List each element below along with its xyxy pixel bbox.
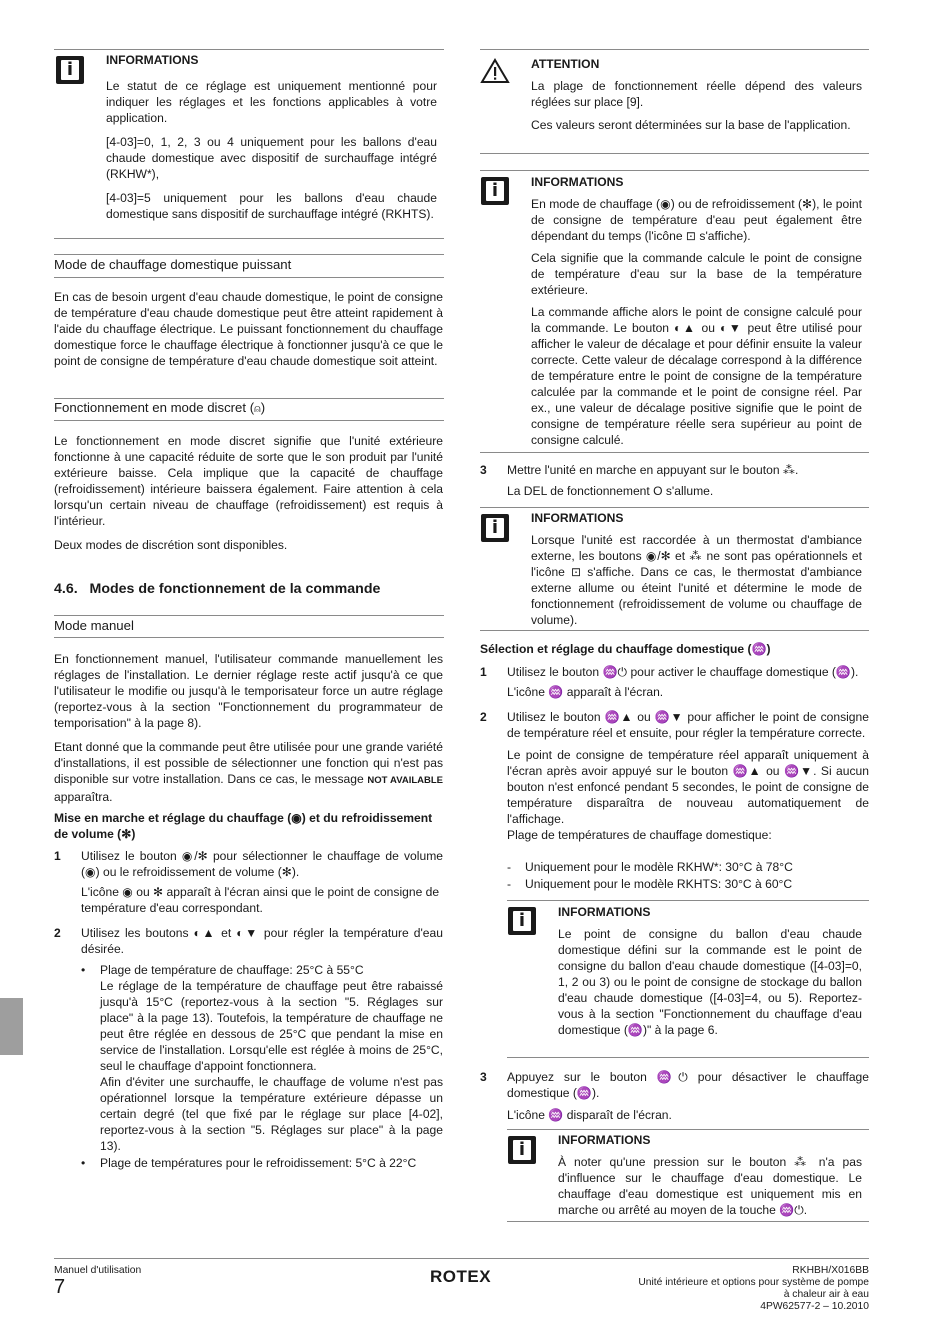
step-text: L'icône ♒ disparaît de l'écran.	[507, 1108, 672, 1122]
section-title-text: Modes de fonctionnement de la commande	[89, 581, 381, 597]
paragraph: Le fonctionnement en mode discret signifie que l'unité extérieure fonctionne à une capacité réduite de sorte que le son produit par l'unité extérieure baisse. Cela implique que la capacité de chauffage (refroidissement) intérieure baissera également. Faire attention à cela lorsqu'un certain niveau de chauffage (refroidissement) est requis à l'intérieur.	[54, 434, 443, 528]
footer-desc: à chaleur air à eau	[783, 1289, 869, 1300]
step-number: 2	[480, 710, 487, 724]
divider	[54, 277, 444, 278]
divider	[507, 1129, 869, 1130]
step-text: L'icône ♒ apparaît à l'écran.	[507, 685, 664, 699]
info-text: [4-03]=0, 1, 2, 3 ou 4 uniquement pour les ballons d'eau chaude domestique avec dispositif de surchauffage intégré (RKHW*),	[106, 135, 437, 181]
info-text: Lorsque l'unité est raccordée à un thermostat d'ambiance externe, les boutons ◉/✻ et ⁂ ne sont pas opérationnels et l'icône ⊡ s'affiche. Dans ce cas, le thermostat d'ambiance externe allume ou éteint l'unité et détermine le mode de fonctionnement (refroidissement de volume ou chauffage de volume).	[531, 533, 862, 627]
subsection-heading: Mode manuel	[54, 618, 134, 633]
footer-manual-label: Manuel d'utilisation	[54, 1265, 142, 1276]
subsection-heading: Mode de chauffage domestique puissant	[54, 257, 292, 272]
chapter-tab	[0, 998, 23, 1055]
bold-heading: Mise en marche et réglage du chauffage (◉) et du refroidissement de volume (✻)	[54, 811, 433, 841]
bold-heading: Sélection et réglage du chauffage domestique (♒)	[480, 642, 771, 656]
step-text: Utilisez les boutons ◐▲ et ◐▼ pour régler la température d'eau désirée.	[81, 926, 443, 956]
info-title: INFORMATIONS	[558, 905, 651, 919]
subsection-heading-text: Fonctionnement en mode discret (	[54, 400, 255, 415]
step-text: Utilisez le bouton ◉/✻ pour sélectionner le chauffage de volume (◉) ou le refroidissement de volume (✻).	[81, 849, 443, 879]
info-block-5	[558, 1132, 862, 1218]
step-text: Appuyez sur le bouton ♒⏻ pour désactiver le chauffage domestique (♒).	[507, 1070, 869, 1100]
info-title: INFORMATIONS	[531, 175, 624, 189]
divider	[507, 1221, 869, 1222]
step-text: La DEL de fonctionnement O s'allume.	[507, 484, 714, 498]
step-text: Plage de températures de chauffage domestique:	[507, 828, 772, 842]
divider	[54, 238, 444, 239]
brand-logo: ROTEX	[430, 1267, 492, 1286]
step-number: 1	[480, 665, 487, 679]
step-item	[480, 462, 869, 499]
list-item	[507, 859, 869, 875]
info-icon: i	[481, 177, 509, 205]
divider	[54, 637, 444, 638]
dash: -	[507, 877, 512, 891]
footer-doc-number: 4PW62577-2 – 10.2010	[760, 1301, 869, 1312]
info-block-3	[531, 510, 862, 628]
footer-doc-info	[560, 1265, 869, 1313]
divider	[480, 153, 869, 154]
info-icon: i	[56, 56, 84, 84]
footer-model: RKHBH/X016BB	[792, 1265, 869, 1276]
step-item	[480, 709, 869, 843]
info-text: La commande affiche alors le point de consigne calculé pour la commande. Le bouton ◐▲ ou ◐▼ peut être utilisé pour afficher le valeur de décalage et pour définir ensuite la valeur correcte. Cette valeur de décalage correspond à la différence de température entre le point de consigne de la température calculée par la commande et le point de consigne réel. Par ex., une valeur de décalage positive signifie que le point de consigne de température réelle sera supérieur au point de consigne calculé.	[531, 305, 862, 447]
page-number: 7	[54, 1276, 66, 1298]
step-text: Mettre l'unité en marche en appuyant sur le bouton ⁂.	[507, 463, 799, 477]
attention-title: ATTENTION	[531, 57, 600, 71]
list-item	[507, 876, 869, 892]
info-text: Le point de consigne du ballon d'eau chaude domestique défini sur la commande est le point de consigne du ballon d'eau chaude domestique ([4-03]=0, 1, 2 ou 3) ou le point de consigne de stockage du ballon d'eau chaude domestique ([4-03]=4, ou 5). Reportez-vous à la section "Fonctionnement du chauffage d'eau domestique (♒)" à la page 6.	[558, 927, 862, 1037]
info-text: À noter qu'une pression sur le bouton ⁂ n'a pas d'influence sur le chauffage d'eau domestique. Le chauffage d'eau domestique est uniquement mis en marche ou arrêté au moyen de la touche ♒⏻.	[558, 1155, 862, 1217]
info-block-1	[106, 52, 437, 222]
divider	[54, 615, 444, 616]
message-label: NOT AVAILABLE	[367, 775, 443, 786]
step-number: 3	[480, 463, 487, 477]
divider	[480, 170, 869, 171]
divider	[480, 630, 869, 631]
divider	[54, 49, 444, 50]
paragraph: En fonctionnement manuel, l'utilisateur commande manuellement les réglages de l'installation. Le dernier réglage reste actif jusqu'à ce que l'utilisateur le modifie ou jusqu'à le temporisateur force un autre réglage (reportez-vous à la section "Fonctionnement du programmateur de temporisation" à la page 8).	[54, 652, 443, 730]
info-text: Cela signifie que la commande calcule le point de consigne de température d'eau sur la base de la température extérieure.	[531, 251, 862, 297]
attention-block	[531, 56, 862, 133]
step-text: Utilisez le bouton ♒⏻ pour activer le chauffage domestique (♒).	[507, 665, 859, 679]
info-icon: i	[481, 514, 509, 542]
subsection-heading	[54, 400, 265, 417]
footer-divider	[54, 1258, 869, 1259]
info-text: Le statut de ce réglage est uniquement mentionné pour indiquer les réglages et les fonctions applicables à votre application.	[106, 79, 437, 125]
section-number: 4.6.	[54, 581, 78, 597]
paragraph-text: apparaîtra.	[54, 790, 113, 804]
info-text: [4-03]=5 uniquement pour les ballons d'eau chaude domestique sans dispositif de surchauffage intégré (RKHTS).	[106, 191, 437, 221]
step-item	[54, 848, 443, 916]
info-title: INFORMATIONS	[106, 53, 199, 67]
info-icon: i	[508, 907, 536, 935]
divider	[54, 398, 444, 399]
info-title: INFORMATIONS	[531, 511, 624, 525]
divider	[54, 254, 444, 255]
section-title	[54, 581, 380, 597]
bullet: •	[81, 1156, 86, 1170]
bullet: •	[81, 963, 86, 977]
paragraph-text: Etant donné que la commande peut être utilisée pour une grande variété d'installations, il est possible de sélectionner une fonction qui n'est pas disponible sur votre installation. Dans ce cas, le message	[54, 740, 443, 786]
divider	[507, 900, 869, 901]
info-title: INFORMATIONS	[558, 1133, 651, 1147]
info-block-2	[531, 174, 862, 448]
info-text: En mode de chauffage (◉) ou de refroidissement (✻), le point de consigne de température d'eau peut également être dépendant du temps (l'icône ⊡ s'affiche).	[531, 197, 862, 243]
list-item	[81, 1155, 443, 1171]
divider	[480, 507, 869, 508]
list-text: Plage de température de chauffage: 25°C à 55°C Le réglage de la température de chauffage peut être rabaissé jusqu'à 15°C (reportez-vous à la section "5. Réglages sur place" à la page 13). Toutefois, la température de chauffage ne peut être réglée en dessous de 25°C que pendant la mise en service de l'installation. Lorsqu'elle est réglée à moins de 25°C, seul le chauffage d'appoint fonctionnera. Afin d'éviter une surchauffe, le chauffage de volume n'est pas opérationnel lorsque la température extérieure dépasse un certain degré (tel que fixé par le réglage sur place [4-02], reportez-vous à la section "5. Réglages sur place" à la page 13).	[100, 963, 443, 1153]
step-number: 2	[54, 926, 61, 940]
divider	[507, 1057, 869, 1058]
dash: -	[507, 860, 512, 874]
list-text: Uniquement pour le modèle RKHTS: 30°C à 60°C	[525, 877, 793, 891]
attention-text: La plage de fonctionnement réelle dépend des valeurs réglées sur place [9].	[531, 79, 862, 109]
step-text: Utilisez le bouton ♒▲ ou ♒▼ pour afficher le point de consigne de température réel et ensuite, pour régler la température correcte.	[507, 710, 869, 740]
step-item	[480, 664, 869, 700]
divider	[480, 49, 869, 50]
step-number: 3	[480, 1070, 487, 1084]
paragraph: En cas de besoin urgent d'eau chaude domestique, le point de consigne de température d'eau chaude domestique peut être atteint rapidement à l'aide du chauffage électrique. Le puissant fonctionnement du chauffage domestique force le chauffage électrique à fonctionner jusqu'à ce que le point de consigne de température d'eau chaude domestique soit atteint.	[54, 290, 443, 368]
step-item	[54, 925, 443, 957]
list-text: Uniquement pour le modèle RKHW*: 30°C à 78°C	[525, 860, 793, 874]
info-block-4	[558, 904, 862, 1038]
step-text: Le point de consigne de température réel apparaît uniquement à l'écran après avoir appuyé sur le bouton ♒▲ ou ♒▼. Si aucun bouton n'est enfoncé pendant 5 secondes, le point de consigne de température disparaîtra de nouveau automatiquement de l'affichage.	[507, 748, 869, 826]
info-icon: i	[508, 1136, 536, 1164]
footer-desc: Unité intérieure et options pour système de pompe	[638, 1277, 869, 1288]
attention-text: Ces valeurs seront déterminées sur la base de l'application.	[531, 118, 851, 132]
subsection-heading-end: )	[260, 400, 266, 415]
divider	[54, 420, 444, 421]
quiet-mode-icon: ⍝	[254, 402, 261, 415]
step-text: L'icône ◉ ou ✻ apparaît à l'écran ainsi que le point de consigne de température d'eau correspondant.	[81, 885, 440, 915]
list-item	[81, 962, 443, 1154]
list-text: Plage de températures pour le refroidissement: 5°C à 22°C	[100, 1156, 417, 1170]
warning-icon	[480, 58, 510, 84]
divider	[480, 452, 869, 453]
step-number: 1	[54, 849, 61, 863]
step-item	[480, 1069, 869, 1123]
paragraph: Deux modes de discrétion sont disponibles.	[54, 538, 288, 552]
paragraph	[54, 739, 443, 805]
